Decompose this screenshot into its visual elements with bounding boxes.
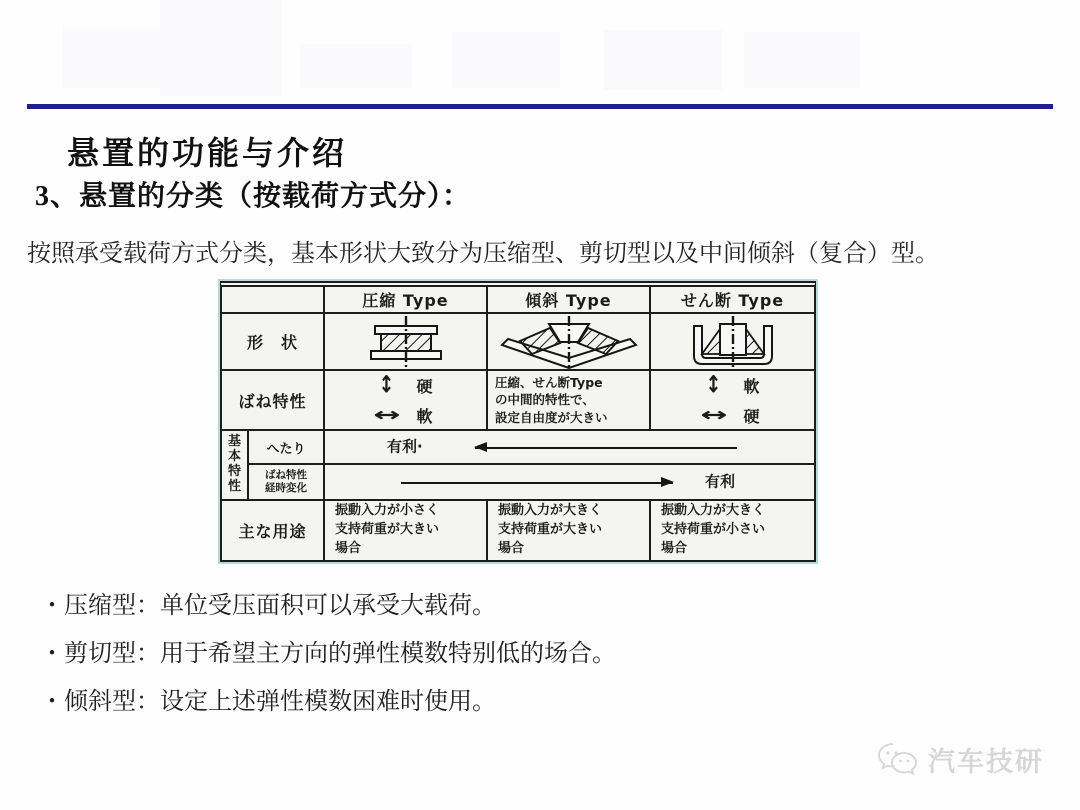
intro-paragraph: 按照承受载荷方式分类，基本形状大致分为压缩型、剪切型以及中间倾斜（复合）型。 [27,241,939,267]
compression-mount-diagram [340,314,472,370]
shape-cell-compression [325,314,488,371]
favorable-label: 有利 [705,472,736,491]
ghost-title-artifact [744,32,860,88]
mount-type-table [218,279,818,564]
usage-cell-shear: 振動入力が大きく 支持荷重が小さい 場合 [661,503,766,556]
header-divider-rule [27,104,1053,109]
spring-value: 軟 [416,406,433,426]
row-label-basic: 基 本 特 性 [222,431,249,501]
spring-note-line: 圧縮、せん断Type [495,374,603,390]
bullet-shear: ・剪切型：用于希望主方向的弹性模数特别低的场合。 [40,641,616,667]
wechat-logo-icon [876,741,920,779]
vertical-double-arrow-icon: ↕ [705,371,722,399]
table-corner-cell [222,287,325,314]
inclined-mount-diagram [494,314,644,370]
watermark-text: 汽车技研 [928,747,1044,778]
bullet-inclined: ・倾斜型：设定上述弹性模数困难时使用。 [40,689,496,715]
ghost-title-artifact [63,26,163,88]
shear-mount-diagram [667,314,799,370]
bullet-list [40,585,616,729]
watermark [876,740,1044,779]
ghost-title-artifact [160,0,282,96]
row-label-spring: ばね特性 [222,371,325,431]
row-label-aging: ばね特性 経時変化 [249,465,325,501]
usage-cell-inclined: 振動入力が大きく 支持荷重が大きい 場合 [488,501,651,560]
spring-note-line: 設定自由度が大きい [495,409,608,425]
spring-cell-inclined [488,371,651,431]
spring-value: 硬 [416,376,433,396]
vertical-double-arrow-icon: ↕ [378,371,395,399]
spring-cell-shear [651,371,814,431]
settling-row-content [325,431,814,465]
horizontal-double-arrow-icon: ↔ [699,404,728,426]
page-title: 悬置的功能与介绍 [67,135,348,171]
usage-cell-compression: 振動入力が小さく 支持荷重が大きい 場合 [325,501,488,560]
shape-cell-shear [651,314,814,371]
column-header-shear: せん断 Type [651,287,814,314]
row-label-settling: へたり [249,431,325,465]
ghost-title-artifact [452,32,560,88]
spring-note-line: の中間的特性で、 [495,392,595,408]
spring-value: 硬 [743,406,760,426]
bullet-compression: ・压缩型：单位受压面积可以承受大载荷。 [40,593,496,619]
spring-value: 軟 [743,376,760,396]
ghost-title-artifact [300,44,412,88]
row-label-usage: 主な用途 [222,501,325,560]
column-header-compression: 圧縮 Type [325,287,488,314]
section-heading: 3、悬置的分类（按载荷方式分）： [35,181,472,212]
column-header-inclined: 傾斜 Type [488,287,651,314]
shape-cell-inclined [488,314,651,371]
ghost-title-artifact [604,30,722,90]
right-arrow [401,482,673,484]
spring-cell-compression [325,371,488,431]
left-arrow [475,447,737,449]
row-label-shape: 形 状 [222,314,325,371]
favorable-label: 有利· [387,437,423,456]
horizontal-double-arrow-icon: ↔ [372,404,401,426]
aging-row-content [325,465,814,501]
